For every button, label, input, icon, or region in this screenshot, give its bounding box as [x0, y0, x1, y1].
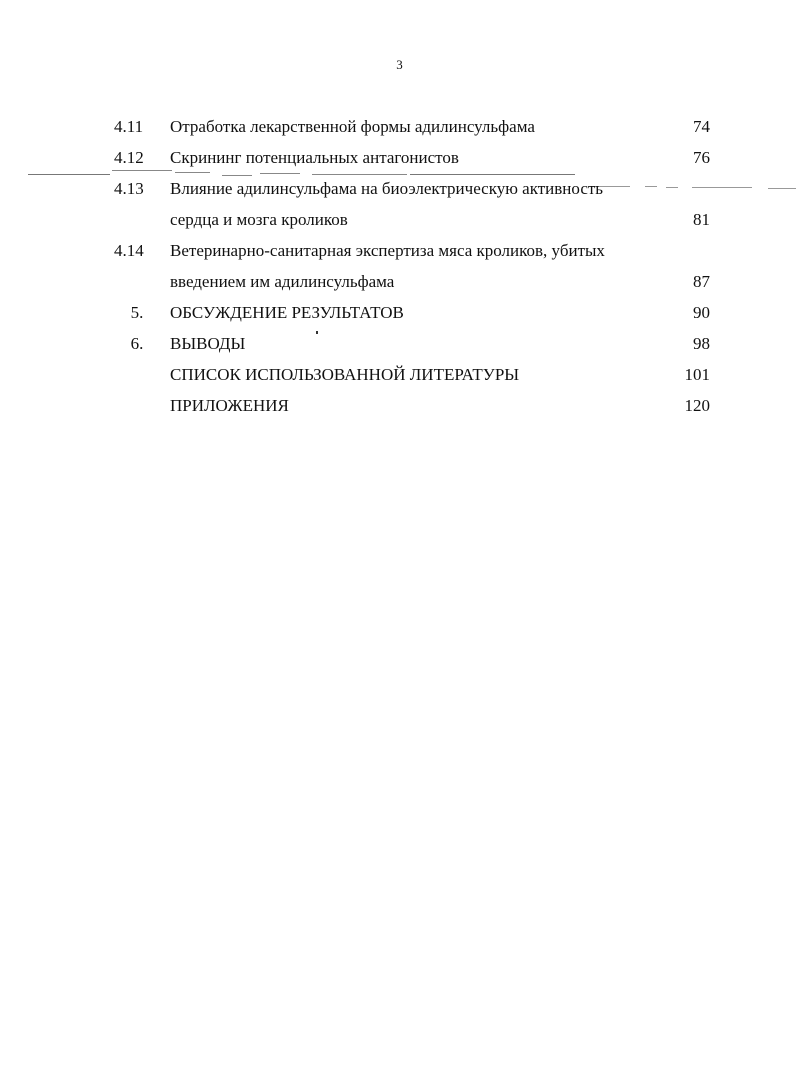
toc-number: 5. [130, 303, 144, 322]
toc-number: 4.12 [114, 148, 144, 167]
toc-title: сердца и мозга кроликов [170, 210, 348, 229]
toc-page: 90 [693, 303, 710, 322]
toc-page: 101 [684, 365, 710, 384]
toc-number: 4.13 [114, 179, 144, 198]
toc-title: ОБСУЖДЕНИЕ РЕЗУЛЬТАТОВ [170, 303, 404, 322]
toc-page: 81 [693, 210, 710, 229]
toc-entry-continuation [0, 270, 799, 294]
toc-entry [0, 394, 799, 418]
toc-entry [0, 177, 799, 201]
toc-title: Влияние адилинсульфама на биоэлектрическую активность [170, 179, 604, 198]
toc-number: 4.11 [114, 117, 144, 136]
toc-entry [0, 332, 799, 356]
page-number: 3 [396, 57, 403, 72]
toc-number: 4.14 [114, 241, 144, 260]
toc-title: введением им адилинсульфама [170, 272, 395, 291]
toc-page: 87 [693, 272, 710, 291]
toc-title: Скрининг потенциальных антагонистов [170, 148, 459, 167]
toc-page: 98 [693, 334, 710, 353]
toc-title: СПИСОК ИСПОЛЬЗОВАННОЙ ЛИТЕРАТУРЫ [170, 365, 520, 384]
toc-entry [0, 363, 799, 387]
toc-entry [0, 146, 799, 170]
toc-entry-continuation [0, 208, 799, 232]
toc-entry [0, 115, 799, 139]
toc-page: 76 [693, 148, 710, 167]
toc-entry [0, 239, 799, 263]
toc-entry [0, 301, 799, 325]
toc-page: 74 [693, 117, 710, 136]
toc-title: ПРИЛОЖЕНИЯ [170, 396, 289, 415]
toc-title: Ветеринарно-санитарная экспертиза мяса кроликов, убитых [170, 241, 605, 260]
toc-title: Отработка лекарственной формы адилинсульфама [170, 117, 535, 136]
toc-title: ВЫВОДЫ [170, 334, 246, 353]
toc-page: 120 [684, 396, 710, 415]
toc-number: 6. [130, 334, 144, 353]
